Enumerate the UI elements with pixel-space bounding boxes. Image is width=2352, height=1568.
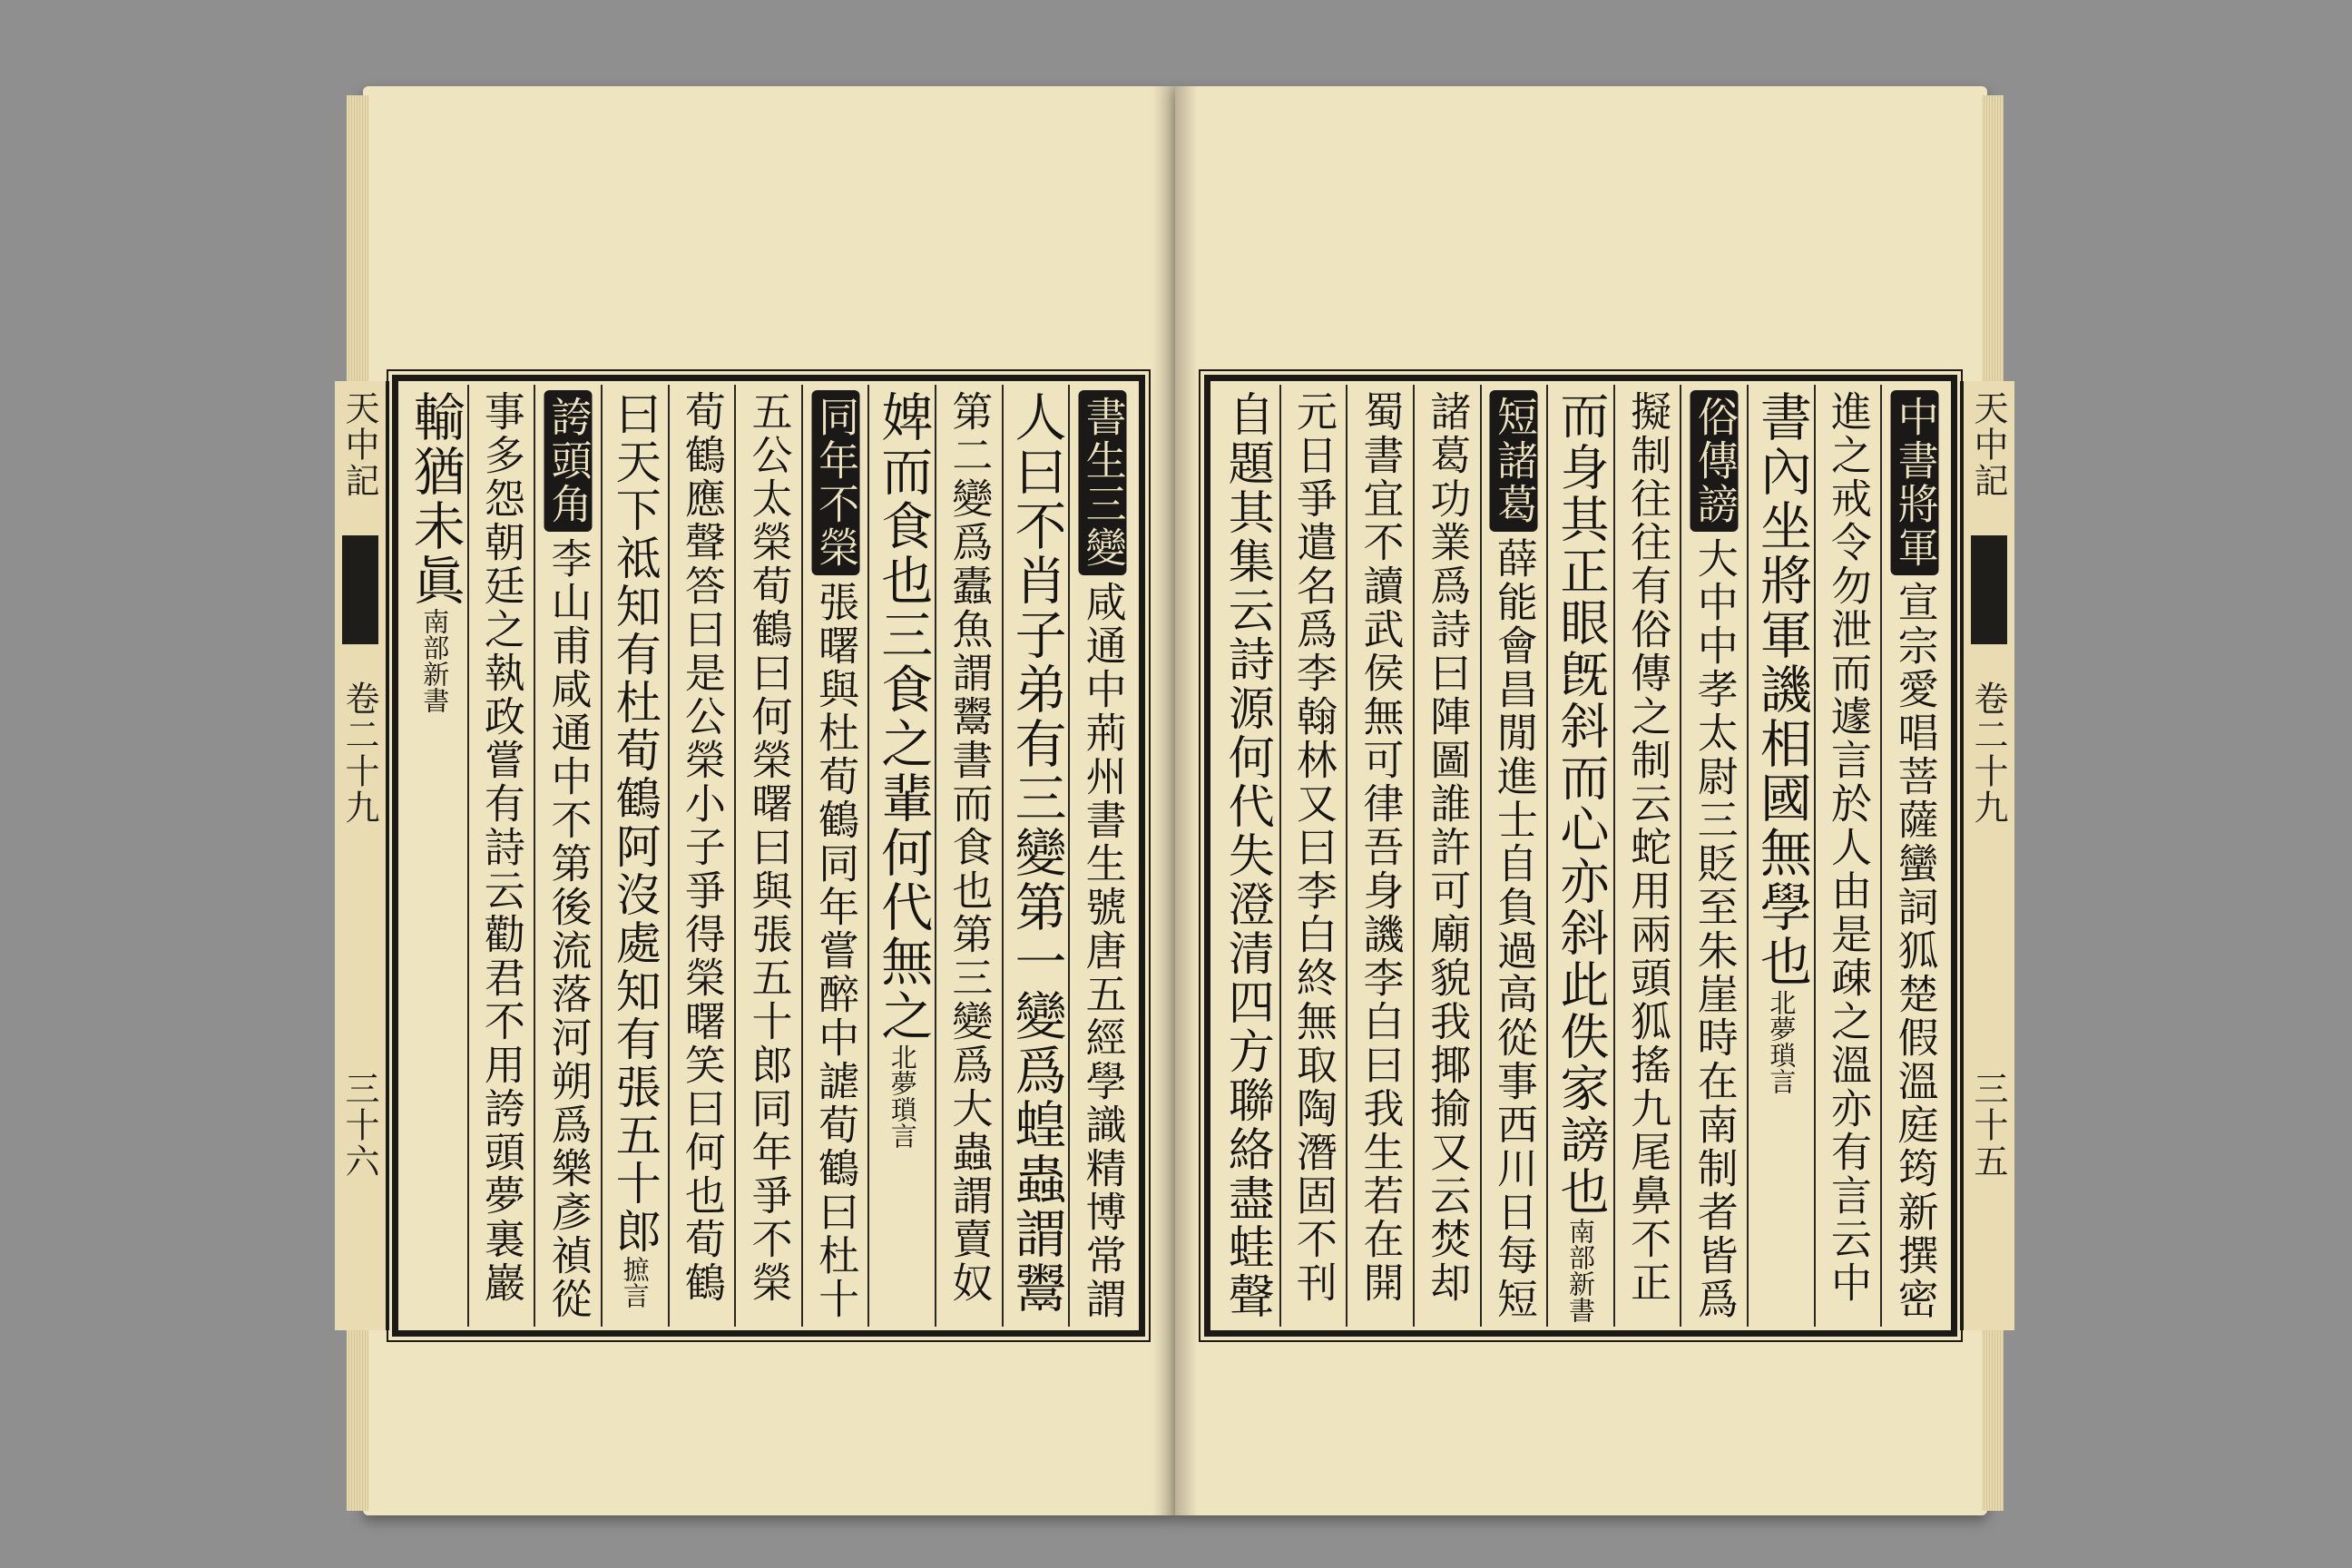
column-body-text: 書內坐將軍譏相國無學也 [1751,390,1812,989]
column-text [1006,390,1067,1316]
column-text [1079,390,1127,1321]
column-body-text: 第二變爲蠹魚謂鬻書而食也第三變爲大蟲謂賣奴 [945,390,994,1305]
column-text [1423,390,1472,1305]
right-margin-folio: 三十五 [1968,1071,2008,1180]
source-note: 北夢瑣言 [1766,989,1798,1094]
column-body-text: 輸猶未眞 [405,390,466,608]
column-body-text: 擬制往往有俗傳之制云蛇用兩頭狐搖九尾鼻不正 [1623,390,1672,1305]
right-fish-tail-icon [1971,535,2007,644]
column-text [677,390,726,1305]
entry-heading-label: 中書將軍 [1891,390,1939,575]
column-body-text: 自題其集云詩源何代失澄清四方聯絡盡蛙聲 [1220,390,1274,1321]
text-column [1680,385,1747,1327]
right-margin-volume: 卷二十九 [1968,681,2008,826]
text-column [867,385,935,1327]
text-column [1480,385,1547,1327]
column-body-text: 張曙與杜荀鶴同年嘗醉中謔荀鶴曰杜十 [811,581,860,1321]
right-margin-title: 天中記 [1968,390,2008,499]
text-column [1413,385,1480,1327]
right-margin-strip [1960,381,2014,1330]
column-body-text: 五公太榮荀鶴曰何榮曙曰與張五十郎同年爭不榮 [744,390,793,1305]
column-body-text: 事多怨朝廷之執政嘗有詩云勸君不用誇頭夢裏巖 [476,390,525,1305]
open-book [339,86,2008,1515]
text-column [1279,385,1347,1327]
text-column [1002,385,1069,1327]
column-body-text: 大中中孝太尉三貶至朱崖時在南制者皆爲 [1690,537,1739,1321]
column-text [1824,390,1873,1305]
column-text [608,390,662,1308]
text-column [601,385,668,1327]
column-text [544,390,593,1321]
text-column [734,385,801,1327]
column-text [872,390,933,1149]
book-spine [1152,86,1198,1515]
entry-heading-label: 同年不榮 [811,390,859,575]
text-column [1814,385,1881,1327]
column-body-text: 諸葛功業爲詩曰陣圖誰許可廟貌我揶揄又云焚却 [1423,390,1472,1305]
text-column [1214,385,1279,1327]
column-body-text: 咸通中荊州書生號唐五經學識精博常謂 [1078,581,1127,1321]
text-column [935,385,1002,1327]
column-text [1220,390,1274,1321]
column-text [811,390,859,1321]
text-column [1880,385,1947,1327]
source-note: 南部新書 [1564,1218,1596,1323]
right-page [1175,86,2008,1515]
column-text [405,390,466,713]
column-text [1356,390,1405,1305]
right-columns [1214,385,1947,1327]
text-column [467,385,534,1327]
text-column [1747,385,1814,1327]
entry-heading-label: 短諸葛 [1490,390,1538,532]
column-body-text: 而身其正眼旣斜而心亦斜此佚家謗也 [1552,390,1610,1218]
left-text-frame [339,375,1145,1337]
right-text-frame [1204,375,2008,1337]
column-text [1690,390,1739,1321]
column-body-text: 宣宗愛唱菩薩蠻詞狐楚假溫庭筠新撰密 [1890,581,1939,1321]
column-body-text: 李山甫咸通中不第後流落河朔爲樂彥禎從 [544,537,593,1321]
column-body-text: 荀鶴應聲答曰是公榮小子爭得榮曙笑曰何也荀鶴 [677,390,726,1305]
column-text [945,390,994,1305]
text-column [668,385,735,1327]
text-column [534,385,601,1327]
text-column [1346,385,1413,1327]
column-body-text: 曰天下祗知有杜荀鶴阿沒處知有張五十郎 [608,390,662,1256]
column-text [1552,390,1610,1323]
left-margin-title: 天中記 [339,390,379,499]
entry-heading-label: 書生三變 [1079,390,1127,575]
left-margin-folio: 三十六 [339,1071,379,1180]
source-note: 北夢瑣言 [887,1044,918,1149]
column-text [1891,390,1939,1321]
column-text [476,390,525,1305]
text-column [1613,385,1681,1327]
left-margin-volume: 卷二十九 [339,681,379,826]
left-page [339,86,1175,1515]
entry-heading-label: 俗傳謗 [1690,390,1739,532]
text-column [1546,385,1613,1327]
column-body-text: 蜀書宜不讀武侯無可律吾身譏李白曰我生若在開 [1356,390,1405,1305]
column-text [744,390,793,1305]
column-text [1623,390,1672,1305]
column-body-text: 元日爭遣名爲李翰林又曰李白終無取陶潛固不刊 [1289,390,1338,1305]
left-fish-tail-icon [342,535,378,644]
column-body-text: 薛能會昌閒進士自負過高從事西川日每短 [1489,537,1538,1321]
column-text [1751,390,1812,1094]
column-body-text: 進之戒令勿泄而遽言於人由是疎之溫亦有言云中 [1824,390,1873,1305]
source-note: 摭言 [619,1256,651,1308]
column-text [1289,390,1338,1305]
left-columns [402,385,1135,1327]
text-column [801,385,868,1327]
left-margin-strip [335,381,389,1330]
column-body-text: 人曰不肖子弟有三變第一變爲蝗蟲謂鬻 [1006,390,1067,1316]
column-text [1490,390,1538,1321]
source-note: 南部新書 [419,608,451,713]
text-column [402,385,467,1327]
text-column [1068,385,1135,1327]
column-body-text: 婢而食也三食之輩何代無之 [872,390,933,1044]
entry-heading-label: 誇頭角 [544,390,593,532]
